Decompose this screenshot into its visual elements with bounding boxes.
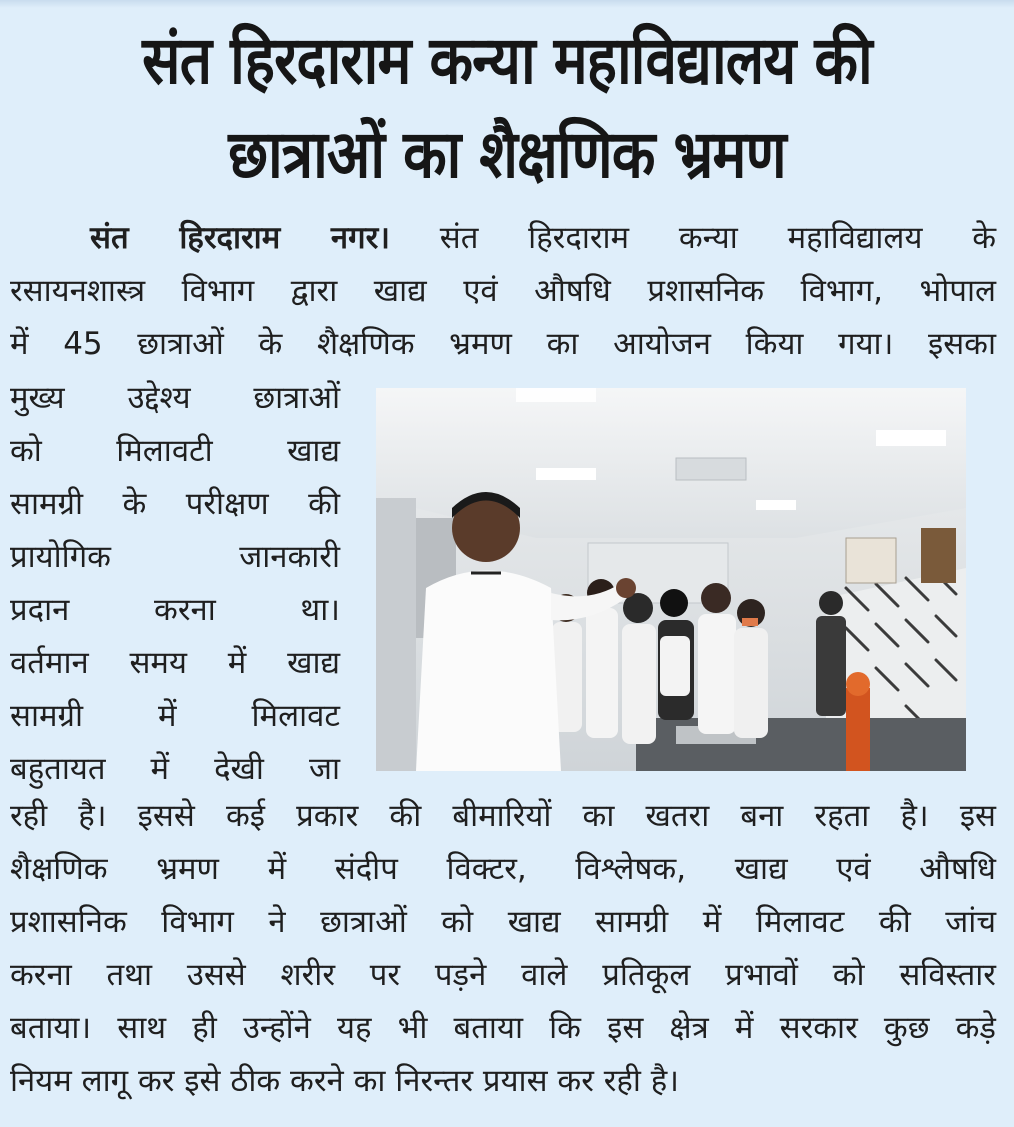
headline	[71, 14, 943, 202]
side-line-2: को मिलावटी खाद्य	[10, 433, 340, 469]
news-photo-lab-visit	[376, 388, 966, 771]
intro-line-3: में 45 छात्राओं के शैक्षणिक भ्रमण का आयोजन किया गया। इसका	[10, 326, 996, 362]
intro-line-1	[10, 212, 996, 265]
side-line-1: मुख्य उद्देश्य छात्राओं	[10, 380, 340, 416]
rest-line-1: रही है। इससे कई प्रकार की बीमारियों का खतरा बना रहता है। इस	[10, 798, 996, 834]
side-line-4: प्रायोगिक जानकारी	[10, 539, 340, 575]
article-side-column	[10, 372, 340, 796]
side-line-3: सामग्री के परीक्षण की	[10, 486, 340, 522]
side-line-6: वर्तमान समय में खाद्य	[10, 645, 340, 681]
article-intro	[10, 212, 996, 371]
rest-line-2: शैक्षणिक भ्रमण में संदीप विक्टर, विश्लेषक, खाद्य एवं औषधि	[10, 851, 996, 887]
headline-line-2: छात्राओं का शैक्षणिक भ्रमण	[228, 116, 786, 193]
article-continuation	[10, 790, 996, 1108]
side-line-7: सामग्री में मिलावट	[10, 698, 340, 734]
dateline: संत हिरदाराम नगर।	[90, 220, 391, 256]
side-line-8: बहुतायत में देखी जा	[10, 751, 340, 787]
intro-line-1-text: संत हिरदाराम कन्या महाविद्यालय के	[439, 220, 996, 256]
side-line-5: प्रदान करना था।	[10, 592, 340, 628]
intro-line-2: रसायनशास्त्र विभाग द्वारा खाद्य एवं औषधि प्रशासनिक विभाग, भोपाल	[10, 273, 996, 309]
rest-line-3: प्रशासनिक विभाग ने छात्राओं को खाद्य सामग्री में मिलावट की जांच	[10, 904, 996, 940]
rest-line-4: करना तथा उससे शरीर पर पड़ने वाले प्रतिकूल प्रभावों को सविस्तार	[10, 957, 996, 993]
headline-line-1: संत हिरदाराम कन्या महाविद्यालय की	[142, 22, 872, 99]
rest-line-6: नियम लागू कर इसे ठीक करने का निरन्तर प्रयास कर रही है।	[10, 1063, 679, 1099]
top-edge-strip	[0, 0, 1014, 8]
rest-line-5: बताया। साथ ही उन्होंने यह भी बताया कि इस क्षेत्र में सरकार कुछ कड़े	[10, 1010, 996, 1046]
